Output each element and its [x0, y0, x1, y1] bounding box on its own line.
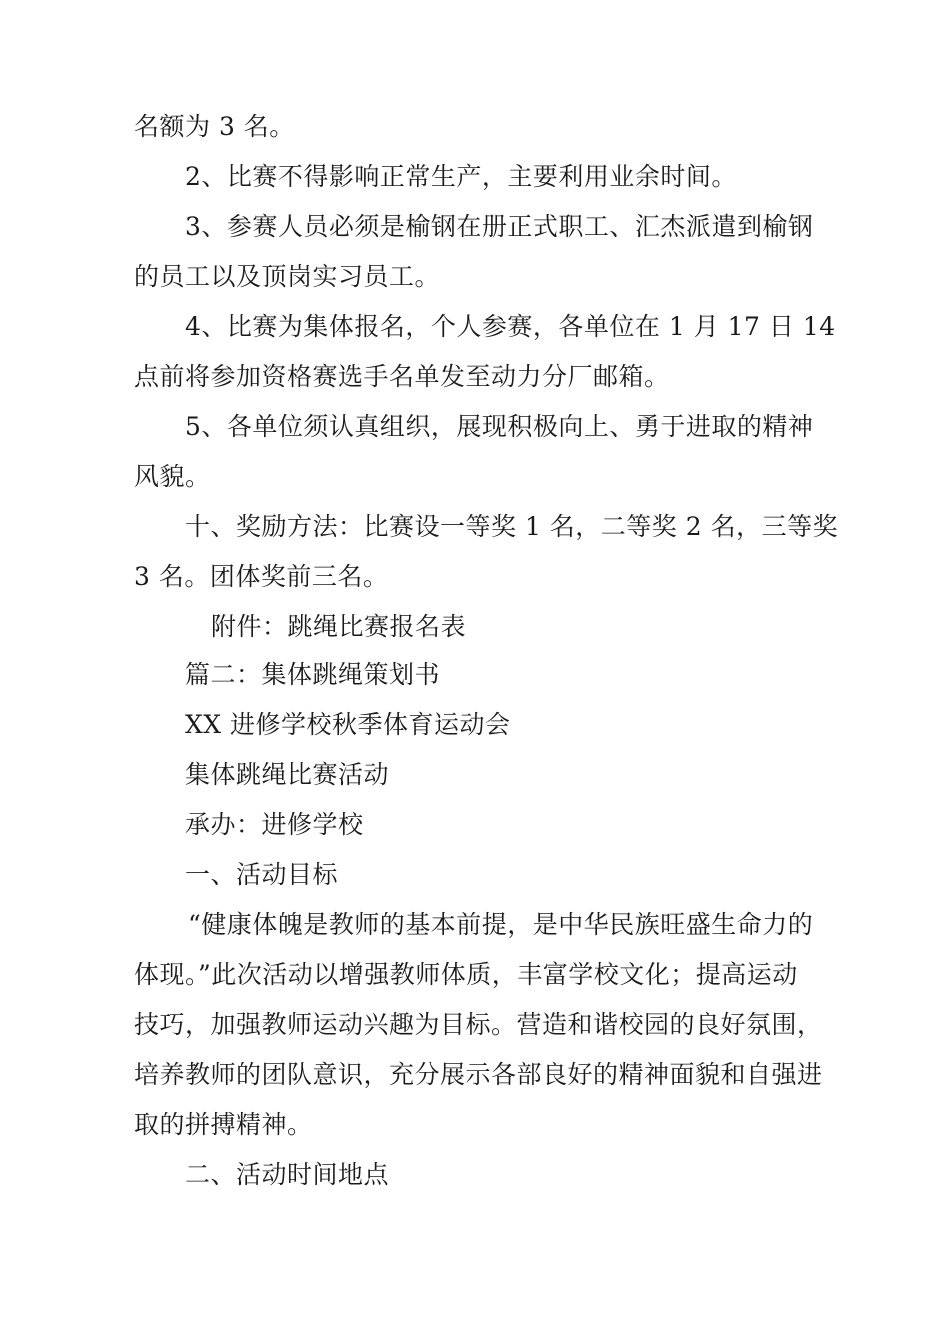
heading: 二、活动时间地点	[185, 1160, 390, 1189]
text-line: 集体跳绳比赛活动	[185, 760, 390, 789]
text-line: 承办：进修学校	[185, 810, 364, 839]
text-line: 4、比赛为集体报名，个人参赛，各单位在 1 月 17 日 14	[185, 312, 836, 341]
text-line: “健康体魄是教师的基本前提，是中华民族旺盛生命力的	[188, 910, 814, 939]
text-line: 培养教师的团队意识，充分展示各部良好的精神面貌和自强进	[134, 1060, 823, 1089]
heading: 一、活动目标	[185, 860, 339, 889]
text-line: 3 名。团体奖前三名。	[134, 562, 389, 591]
text-line: 体现。”此次活动以增强教师体质，丰富学校文化；提高运动	[134, 960, 798, 989]
attachment-line: 附件：跳绳比赛报名表	[211, 612, 467, 641]
text-line: 十、奖励方法：比赛设一等奖 1 名，二等奖 2 名，三等奖	[185, 512, 839, 541]
text-line: 2、比赛不得影响正常生产，主要利用业余时间。	[185, 162, 737, 191]
text-line: 技巧，加强教师运动兴趣为目标。营造和谐校园的良好氛围，	[134, 1010, 823, 1039]
text-line: 点前将参加资格赛选手名单发至动力分厂邮箱。	[134, 362, 670, 391]
text-line: 名额为 3 名。	[134, 112, 295, 141]
section-title: 篇二：集体跳绳策划书	[185, 660, 441, 689]
text-line: 的员工以及顶岗实习员工。	[134, 262, 441, 291]
text-line: XX 进修学校秋季体育运动会	[185, 710, 511, 739]
text-line: 5、各单位须认真组织，展现积极向上、勇于进取的精神	[185, 412, 814, 441]
text-line: 风貌。	[134, 462, 211, 491]
text-line: 取的拼搏精神。	[134, 1110, 313, 1139]
text-line: 3、参赛人员必须是榆钢在册正式职工、汇杰派遣到榆钢	[185, 212, 814, 241]
